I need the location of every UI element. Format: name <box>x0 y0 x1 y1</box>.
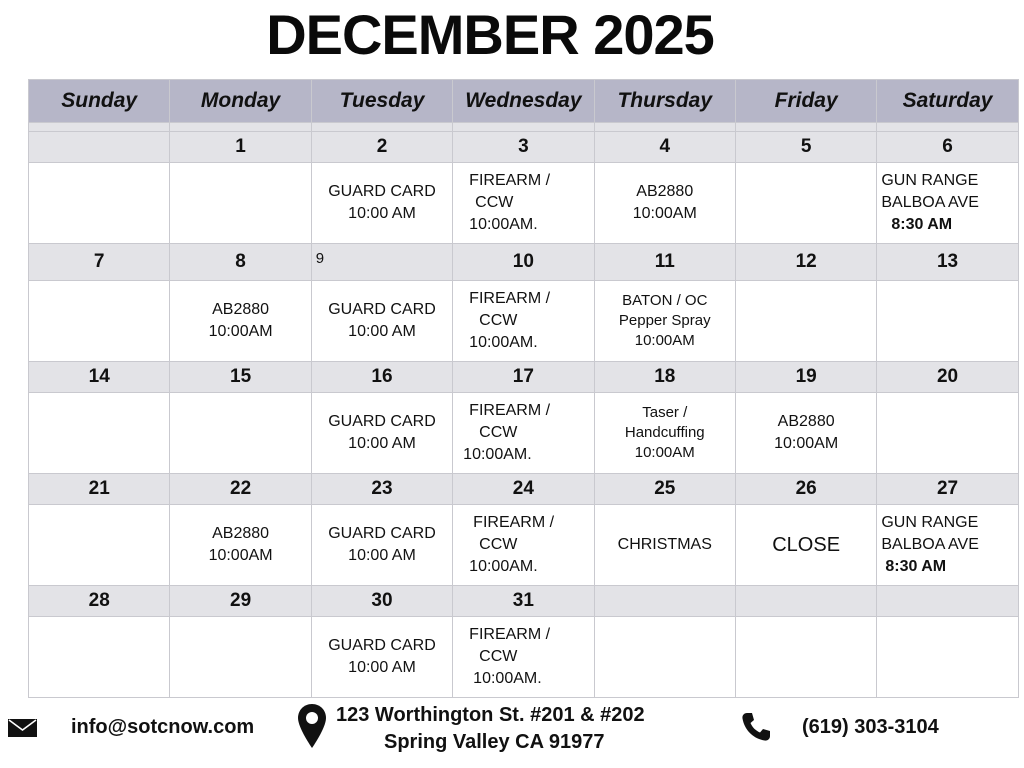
date-number: 30 <box>311 586 452 617</box>
event-line: Handcuffing <box>624 424 705 441</box>
event-line: 10:00AM. <box>469 334 538 351</box>
event-line: GUARD CARD <box>328 301 436 318</box>
event-line: 10:00AM. <box>473 670 542 687</box>
event-line: 10:00 AM <box>348 547 416 564</box>
spacer-cell <box>594 123 735 132</box>
date-number: 14 <box>29 362 170 393</box>
event-line: CCW <box>479 536 518 553</box>
event-line: BALBOA AVE <box>881 194 979 211</box>
event-line: BATON / OC <box>622 292 708 309</box>
date-number: 2 <box>311 132 452 163</box>
week-2-event-row <box>29 281 1019 362</box>
email-link[interactable]: info@sotcnow.com <box>71 716 255 738</box>
event-cell <box>594 281 735 362</box>
date-number: 16 <box>311 362 452 393</box>
event-line: GUN RANGE <box>881 172 979 189</box>
date-number: 25 <box>594 474 735 505</box>
event-line: Taser / <box>642 404 688 421</box>
event-line: BALBOA AVE <box>881 536 979 553</box>
event-cell <box>453 281 594 362</box>
week-2-date-row <box>29 244 1019 281</box>
phone-number[interactable]: (619) 303-3104 <box>802 716 939 738</box>
event-cell <box>311 393 452 474</box>
calendar-title: DECEMBER 2025 <box>266 3 714 66</box>
event-cell <box>735 393 876 474</box>
event-line: 10:00 AM <box>348 659 416 676</box>
event-cell <box>311 617 452 698</box>
event-cell <box>453 393 594 474</box>
event-cell <box>877 393 1018 474</box>
date-number <box>877 586 1018 617</box>
event-cell <box>29 393 170 474</box>
date-number: 23 <box>311 474 452 505</box>
event-cell <box>29 617 170 698</box>
event-cell <box>311 163 452 244</box>
weekday-friday: Friday <box>735 80 876 123</box>
event-line: CLOSE <box>772 534 841 556</box>
event-line: 8:30 AM <box>891 216 953 233</box>
week-3-date-row <box>29 362 1019 393</box>
event-line: CCW <box>475 194 514 211</box>
week-1-event-row <box>29 163 1019 244</box>
date-number: 20 <box>877 362 1018 393</box>
location-pin-icon <box>297 703 327 749</box>
week-1-date-row <box>29 132 1019 163</box>
event-line: FIREARM / <box>469 626 551 643</box>
week-5-event-row <box>29 617 1019 698</box>
event-line: AB2880 <box>636 183 694 200</box>
date-number: 13 <box>877 244 1018 281</box>
date-number: 22 <box>170 474 311 505</box>
calendar-grid <box>28 79 1019 698</box>
event-line: 10:00AM <box>634 444 695 461</box>
address-line-2: Spring Valley CA 91977 <box>384 731 605 753</box>
event-line: CCW <box>479 312 518 329</box>
weekday-thursday: Thursday <box>594 80 735 123</box>
date-number: 1 <box>170 132 311 163</box>
event-cell <box>877 281 1018 362</box>
date-number: 27 <box>877 474 1018 505</box>
spacer-cell <box>453 123 594 132</box>
date-number: 31 <box>453 586 594 617</box>
date-number <box>29 132 170 163</box>
spacer-cell <box>735 123 876 132</box>
event-cell <box>29 163 170 244</box>
spacer-cell <box>170 123 311 132</box>
event-cell <box>877 505 1018 586</box>
event-line: FIREARM / <box>469 402 551 419</box>
event-cell <box>453 163 594 244</box>
date-number: 10 <box>453 244 594 281</box>
date-number: 17 <box>453 362 594 393</box>
event-cell <box>170 163 311 244</box>
event-cell <box>311 505 452 586</box>
date-number: 11 <box>594 244 735 281</box>
event-cell <box>735 505 876 586</box>
event-cell <box>453 617 594 698</box>
contact-footer <box>0 695 1024 765</box>
event-line: GUARD CARD <box>328 525 436 542</box>
event-line: CCW <box>479 648 518 665</box>
weekday-sunday: Sunday <box>29 80 170 123</box>
event-cell <box>877 617 1018 698</box>
event-line: 10:00AM. <box>469 216 538 233</box>
event-line: GUARD CARD <box>328 183 436 200</box>
header-spacer-row <box>29 123 1019 132</box>
date-number: 15 <box>170 362 311 393</box>
date-number: 6 <box>877 132 1018 163</box>
event-line: CHRISTMAS <box>617 536 712 553</box>
weekday-tuesday: Tuesday <box>311 80 452 123</box>
event-line: AB2880 <box>777 413 835 430</box>
week-5-date-row <box>29 586 1019 617</box>
event-line: FIREARM / <box>473 514 555 531</box>
event-cell <box>170 505 311 586</box>
spacer-cell <box>29 123 170 132</box>
week-3-event-row <box>29 393 1019 474</box>
date-number: 3 <box>453 132 594 163</box>
date-number: 8 <box>170 244 311 281</box>
date-number: 24 <box>453 474 594 505</box>
week-4-event-row <box>29 505 1019 586</box>
event-line: AB2880 <box>212 525 270 542</box>
event-line: GUARD CARD <box>328 413 436 430</box>
event-line: GUN RANGE <box>881 514 979 531</box>
event-cell <box>29 505 170 586</box>
date-number: 7 <box>29 244 170 281</box>
event-cell <box>877 163 1018 244</box>
date-number: 29 <box>170 586 311 617</box>
event-cell <box>170 393 311 474</box>
event-cell <box>29 281 170 362</box>
phone-icon <box>740 711 772 743</box>
event-line: CCW <box>479 424 518 441</box>
event-line: FIREARM / <box>469 172 551 189</box>
date-number: 18 <box>594 362 735 393</box>
date-number: 21 <box>29 474 170 505</box>
date-number: 19 <box>735 362 876 393</box>
event-line: 10:00AM <box>208 323 273 340</box>
date-number: 4 <box>594 132 735 163</box>
spacer-cell <box>311 123 452 132</box>
event-line: FIREARM / <box>469 290 551 307</box>
date-number: 26 <box>735 474 876 505</box>
event-line: 10:00AM <box>632 205 697 222</box>
event-line: 10:00 AM <box>348 323 416 340</box>
spacer-cell <box>877 123 1018 132</box>
date-number: 9 <box>311 244 452 281</box>
event-cell <box>170 617 311 698</box>
date-number <box>735 586 876 617</box>
event-cell <box>453 505 594 586</box>
event-cell <box>735 163 876 244</box>
event-line: 8:30 AM <box>885 558 947 575</box>
event-cell <box>594 617 735 698</box>
event-line: 10:00 AM <box>348 435 416 452</box>
event-cell <box>735 281 876 362</box>
event-line: 10:00 AM <box>348 205 416 222</box>
date-number: 12 <box>735 244 876 281</box>
event-cell <box>594 163 735 244</box>
date-number <box>594 586 735 617</box>
event-line: AB2880 <box>212 301 270 318</box>
address-line-1: 123 Worthington St. #201 & #202 <box>336 704 645 726</box>
event-line: 10:00AM. <box>463 446 532 463</box>
weekday-header-row <box>29 80 1019 123</box>
event-cell <box>594 393 735 474</box>
event-line: 10:00AM <box>634 332 695 349</box>
date-number: 28 <box>29 586 170 617</box>
event-line: Pepper Spray <box>618 312 711 329</box>
mail-icon <box>8 719 37 737</box>
event-cell <box>311 281 452 362</box>
event-cell <box>170 281 311 362</box>
date-number: 5 <box>735 132 876 163</box>
week-4-date-row <box>29 474 1019 505</box>
event-cell <box>735 617 876 698</box>
weekday-saturday: Saturday <box>877 80 1018 123</box>
event-line: 10:00AM <box>774 435 839 452</box>
weekday-monday: Monday <box>170 80 311 123</box>
event-line: GUARD CARD <box>328 637 436 654</box>
event-cell <box>594 505 735 586</box>
event-line: 10:00AM <box>208 547 273 564</box>
weekday-wednesday: Wednesday <box>453 80 594 123</box>
event-line: 10:00AM. <box>469 558 538 575</box>
